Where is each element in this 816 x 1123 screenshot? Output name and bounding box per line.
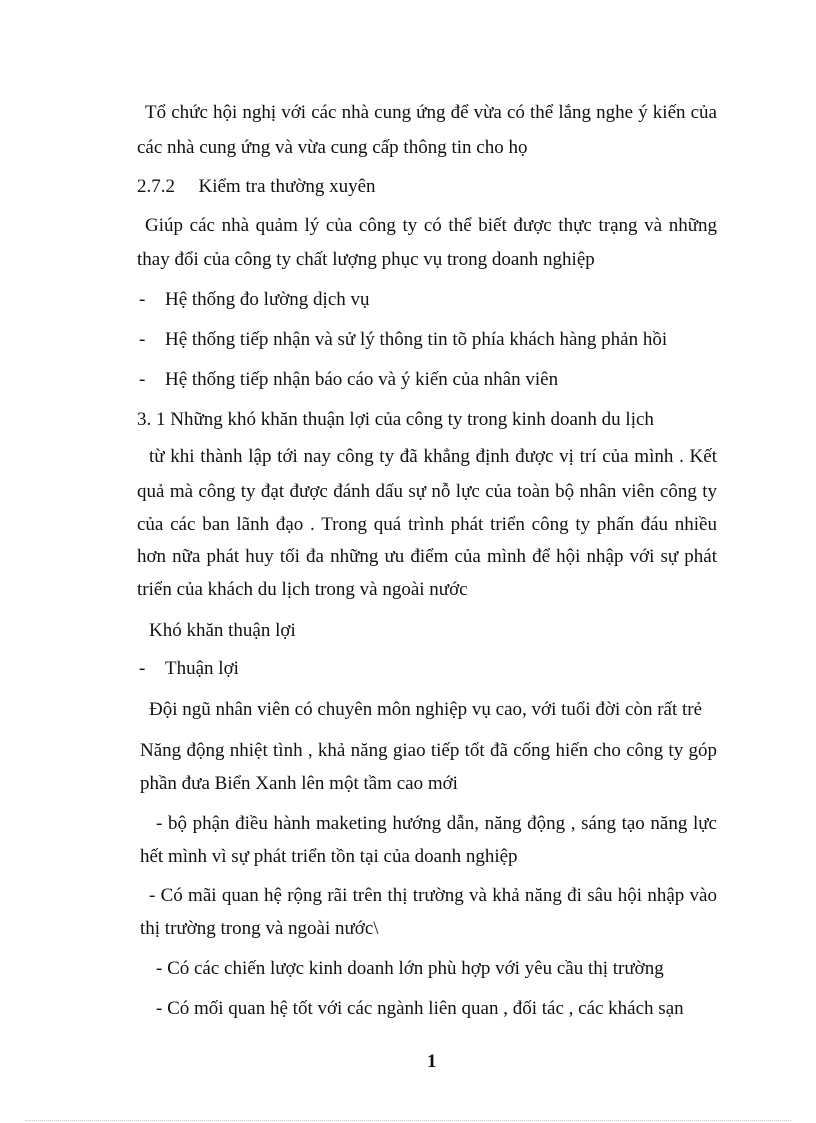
advantages-label: Thuận lợi xyxy=(165,658,239,679)
bullet-item: Hệ thống đo lường dịch vụ xyxy=(165,289,370,310)
paragraph-6-line-2: thị trường trong và ngoài nước\ xyxy=(140,918,379,939)
bullet-dash: - xyxy=(139,369,146,390)
paragraph-1-line-2: các nhà cung ứng và vừa cung cấp thông tin cho họ xyxy=(137,137,528,158)
paragraph-8: - Có mối quan hệ tốt với các ngành liên quan , đối tác , các khách sạn xyxy=(156,998,684,1019)
section-number: 2.7.2 xyxy=(137,176,175,197)
paragraph-3-line-4: hơn nữa phát huy tối đa những ưu điểm của mình để hội nhập với sự phát xyxy=(137,546,717,567)
paragraph-4-line-1: Đội ngũ nhân viên có chuyên môn nghiệp vụ cao, với tuổi đời còn rất trẻ xyxy=(149,699,703,720)
bullet-dash: - xyxy=(139,289,146,310)
paragraph-6-line-1: - Có mãi quan hệ rộng rãi trên thị trường và khả năng đi sâu hội nhập vào xyxy=(149,885,717,906)
section-3-1-heading: 3. 1 Những khó khăn thuận lợi của công ty trong kinh doanh du lịch xyxy=(137,409,654,430)
paragraph-3-line-5: triển của khách du lịch trong và ngoài nước xyxy=(137,579,468,600)
paragraph-3-line-1: từ khi thành lập tới nay công ty đã khẳng định được vị trí của mình . Kết xyxy=(149,446,717,467)
subheading: Khó khăn thuận lợi xyxy=(149,620,296,641)
paragraph-5-line-1: - bộ phận điều hành maketing hướng dẫn, năng động , sáng tạo năng lực xyxy=(156,813,717,834)
paragraph-3-line-3: của các ban lãnh đạo . Trong quá trình phát triển công ty phấn đáu nhiều xyxy=(137,514,717,535)
section-title: Kiểm tra thường xuyên xyxy=(198,176,376,197)
page-bottom-divider xyxy=(25,1120,791,1121)
paragraph-4-line-2: Năng động nhiệt tình , khả năng giao tiếp tốt đã cống hiến cho công ty góp xyxy=(140,740,717,761)
paragraph-2-line-2: thay đổi của công ty chất lượng phục vụ trong doanh nghiệp xyxy=(137,249,595,270)
bullet-item: Hệ thống tiếp nhận báo cáo và ý kiến của nhân viên xyxy=(165,369,559,390)
paragraph-4-line-3: phần đưa Biển Xanh lên một tầm cao mới xyxy=(140,773,458,794)
paragraph-2-line-1: Giúp các nhà quảm lý của công ty có thể biết được thực trạng và những xyxy=(145,215,717,236)
bullet-item: Hệ thống tiếp nhận và sử lý thông tin tõ phía khách hàng phản hồi xyxy=(165,329,668,350)
paragraph-7: - Có các chiến lược kinh doanh lớn phù hợp với yêu cầu thị trường xyxy=(156,958,664,979)
section-2-7-2-heading xyxy=(137,175,376,199)
paragraph-5-line-2: hết mình vì sự phát triển tồn tại của doanh nghiệp xyxy=(140,846,518,867)
advantages-dash: - xyxy=(139,658,146,679)
paragraph-1-line-1: Tổ chức hội nghị với các nhà cung ứng để vừa có thể lắng nghe ý kiến của xyxy=(145,102,717,123)
bullet-dash: - xyxy=(139,329,146,350)
paragraph-3-line-2: quả mà công ty đạt được đánh dấu sự nỗ lực của toàn bộ nhân viên công ty xyxy=(137,481,717,502)
page-number: 1 xyxy=(427,1051,437,1072)
